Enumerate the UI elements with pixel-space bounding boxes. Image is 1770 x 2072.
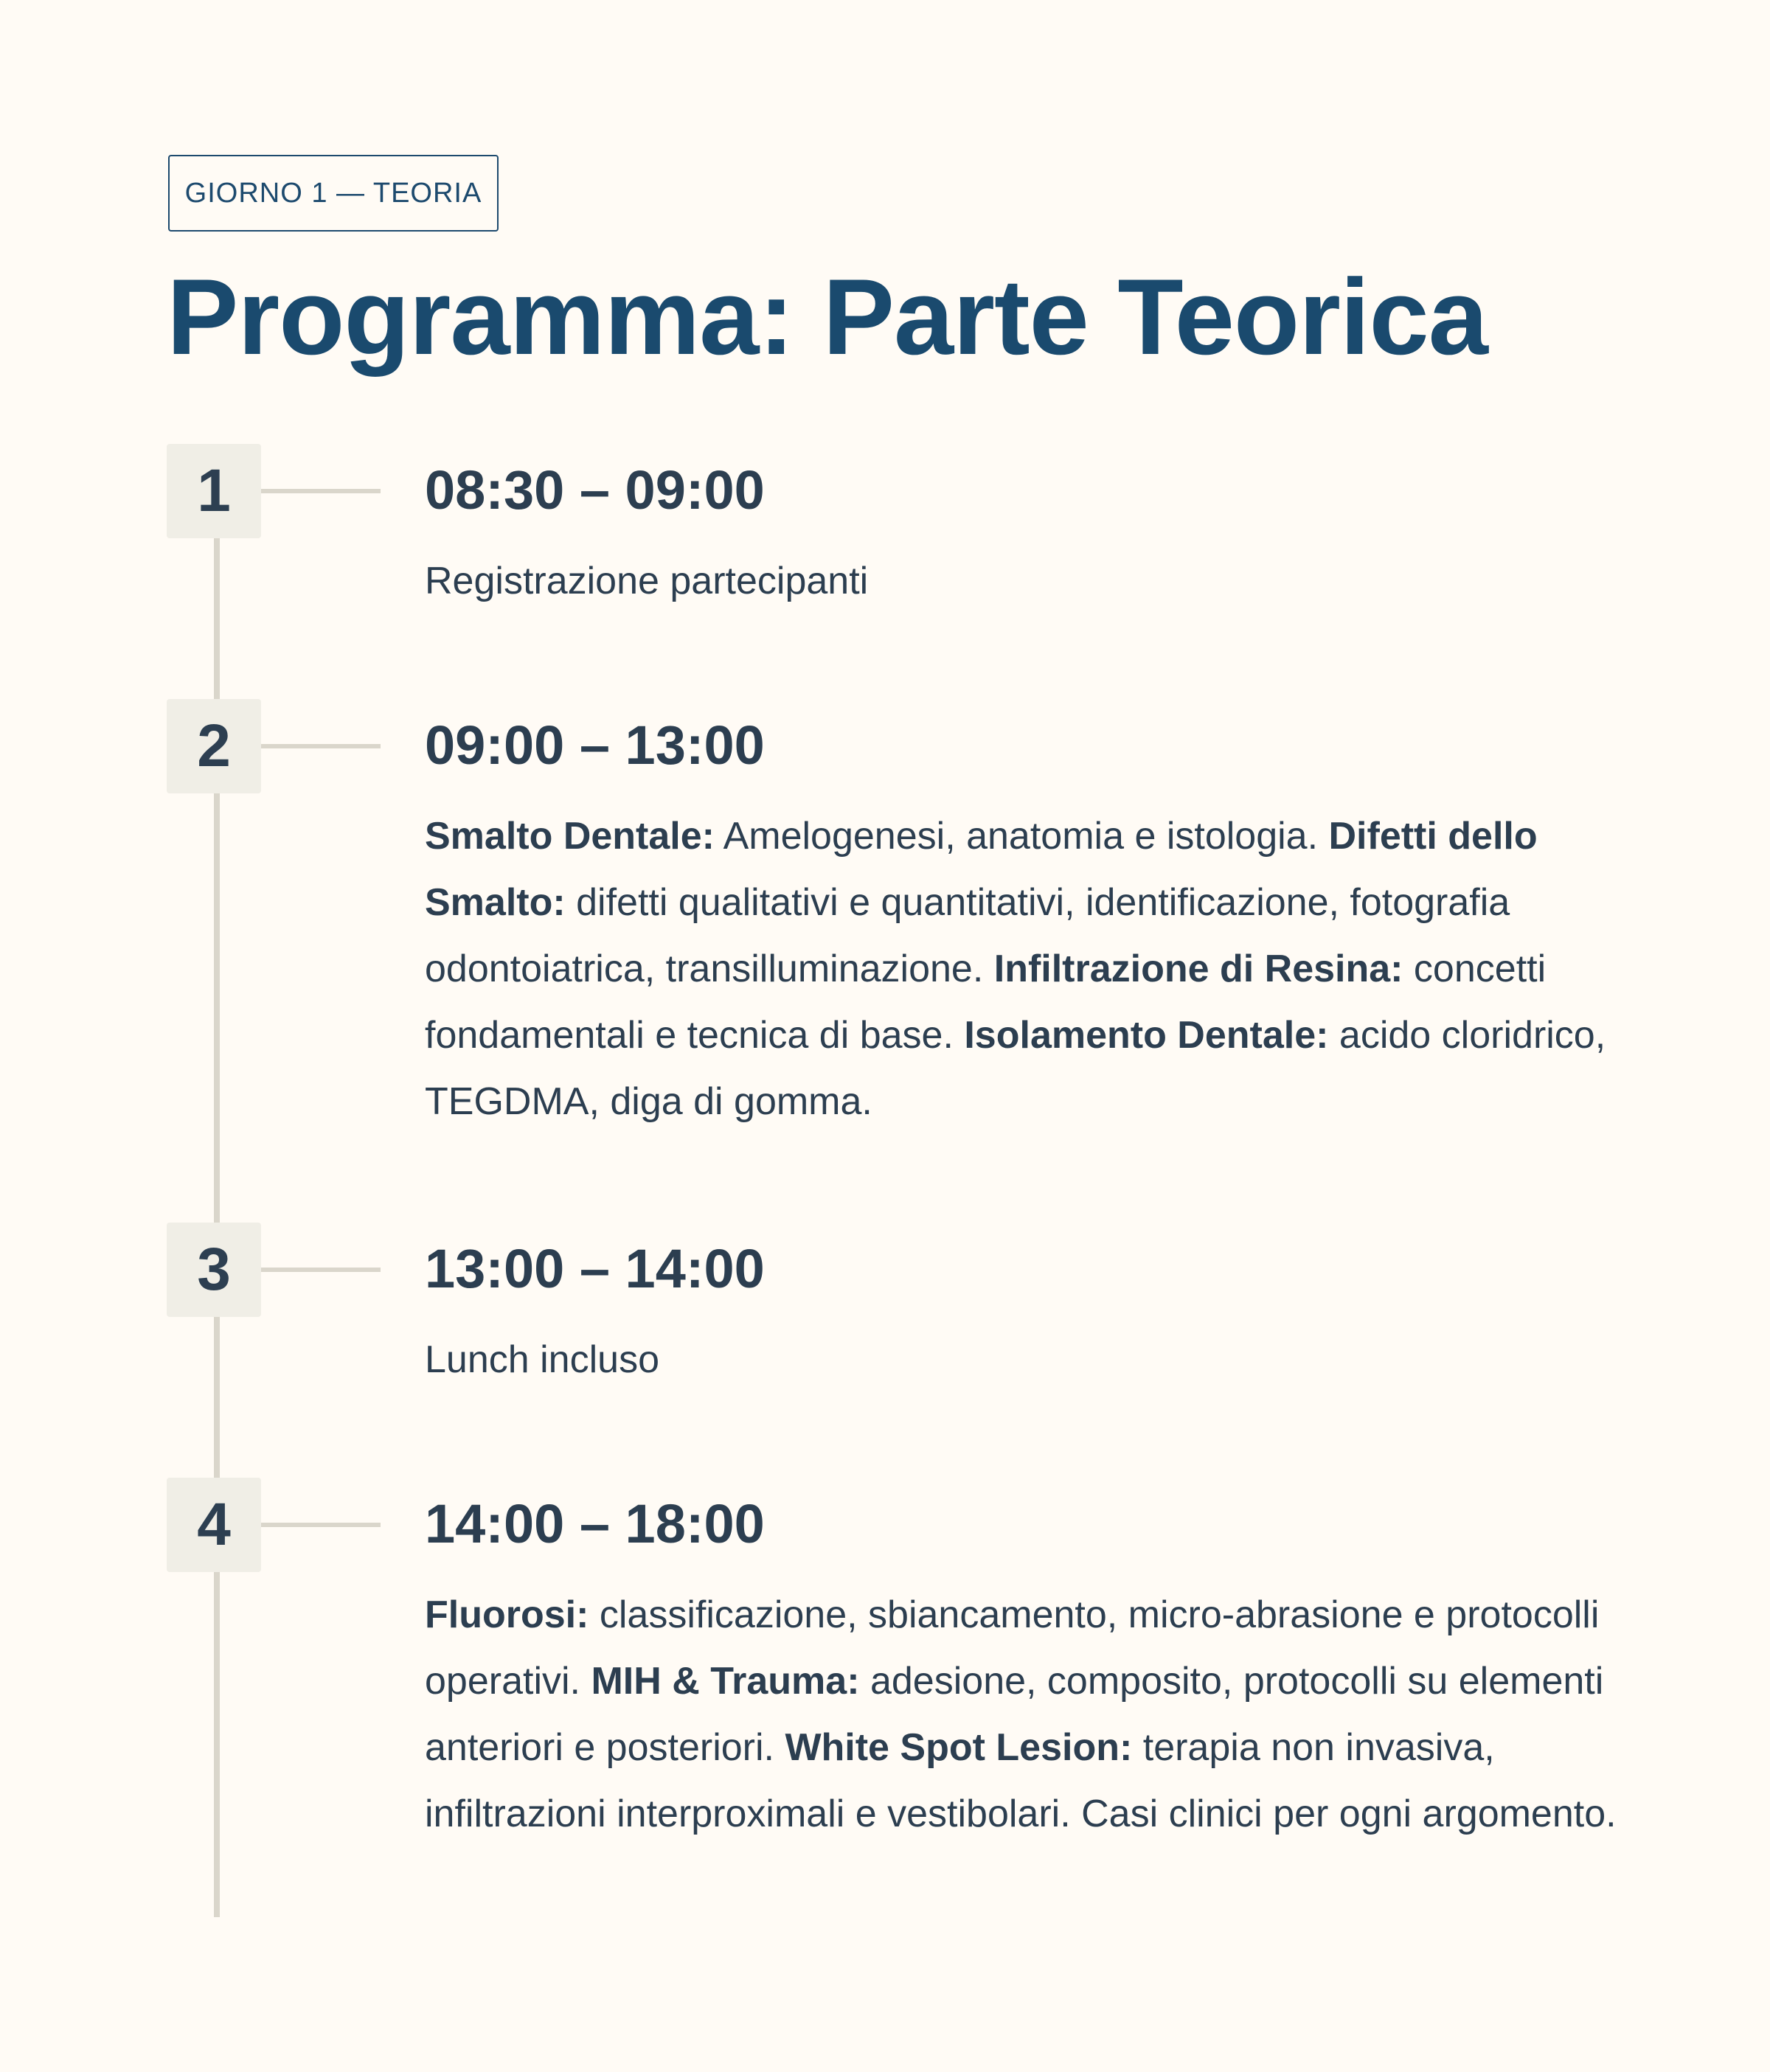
topic-text: adesione, composito, protocolli su elementi anteriori e posteriori. xyxy=(425,1660,1604,1769)
step-description-4 xyxy=(425,1582,1620,1847)
step-number-1: 1 xyxy=(167,444,261,538)
day-badge: GIORNO 1 — TEORIA xyxy=(168,155,499,232)
step-time-1: 08:30 – 09:00 xyxy=(425,459,765,521)
step-time-2: 09:00 – 13:00 xyxy=(425,715,765,776)
topic-text: difetti qualitativi e quantitativi, identificazione, fotografia odontoiatrica, transilluminazione. xyxy=(425,881,1510,990)
step-time-4: 14:00 – 18:00 xyxy=(425,1493,765,1554)
topic-heading: Smalto Dentale: xyxy=(425,815,715,858)
step-connector-1 xyxy=(261,489,381,493)
topic-heading: Fluorosi: xyxy=(425,1593,589,1636)
topic-text: terapia non invasiva, infiltrazioni interproximali e vestibolari. Casi clinici per ogni argomento. xyxy=(425,1726,1617,1835)
topic-heading: Isolamento Dentale: xyxy=(964,1014,1329,1057)
topic-text: concetti fondamentali e tecnica di base. xyxy=(425,948,1547,1057)
step-description-2 xyxy=(425,803,1620,1135)
topic-text: Registrazione partecipanti xyxy=(425,560,869,602)
topic-heading: Difetti dello Smalto: xyxy=(425,815,1538,924)
topic-heading: MIH & Trauma: xyxy=(591,1660,860,1703)
topic-text: Amelogenesi, anatomia e istologia. xyxy=(714,815,1329,858)
topic-text: classificazione, sbiancamento, micro-abrasione e protocolli operativi. xyxy=(425,1593,1600,1703)
page-title: Programma: Parte Teorica xyxy=(167,257,1488,377)
step-connector-2 xyxy=(261,744,381,748)
step-connector-4 xyxy=(261,1523,381,1527)
topic-text: acido cloridrico, TEGDMA, diga di gomma. xyxy=(425,1014,1606,1123)
topic-text: Lunch incluso xyxy=(425,1338,659,1381)
step-number-2: 2 xyxy=(167,699,261,793)
topic-heading: Infiltrazione di Resina: xyxy=(993,948,1403,990)
step-description-1 xyxy=(425,548,1620,614)
topic-heading: White Spot Lesion: xyxy=(785,1726,1133,1769)
step-description-3 xyxy=(425,1327,1620,1393)
step-time-3: 13:00 – 14:00 xyxy=(425,1238,765,1299)
step-number-3: 3 xyxy=(167,1223,261,1317)
step-connector-3 xyxy=(261,1268,381,1272)
step-number-4: 4 xyxy=(167,1478,261,1572)
